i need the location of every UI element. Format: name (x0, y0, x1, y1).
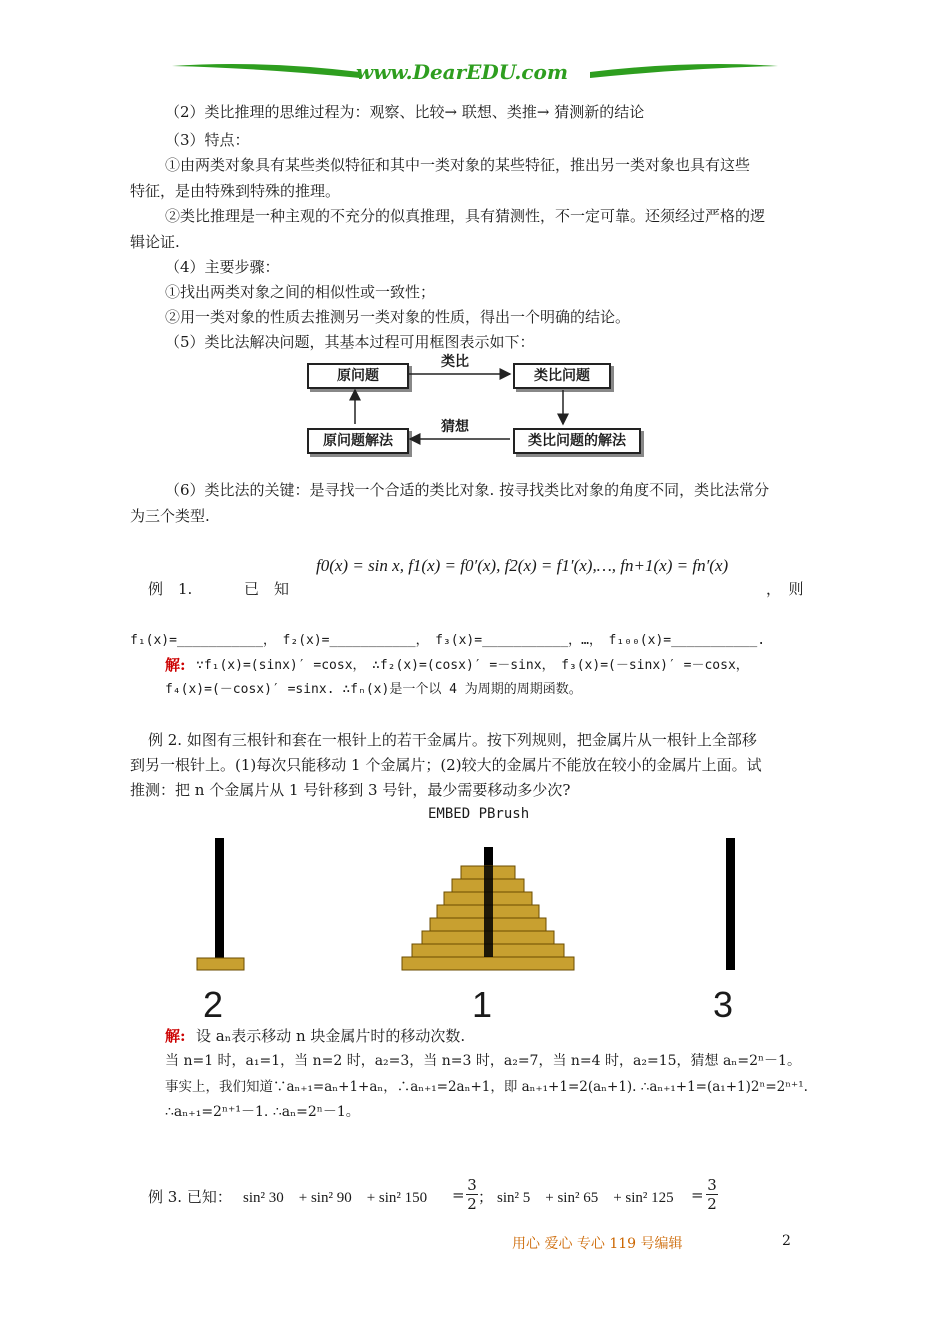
site-logo[interactable]: www.DearEDU.com (356, 60, 569, 84)
para-3-2b: 辑论证. (130, 233, 180, 251)
flowchart-arrows (300, 350, 650, 460)
para-3: （3）特点： (165, 131, 250, 149)
example2-line2: 到另一根针上。(1)每次只能移动 1 个金属片；(2)较大的金属片不能放在较小的金属片上面。试 (130, 756, 762, 774)
para-4-1: ①找出两类对象之间的相似性或一致性； (165, 283, 436, 301)
para-4-2: ②用一类对象的性质去推测另一类对象的性质，得出一个明确的结论。 (165, 308, 631, 326)
peg-label-2: 2 (203, 984, 224, 1025)
para-4: （4）主要步骤： (165, 258, 280, 276)
example1-label: 例 1. (148, 580, 193, 598)
example1-blanks: f₁(x)=___________， f₂(x)=___________， f₃(x)=___________，…， f₁₀₀(x)=___________. (130, 633, 766, 648)
hanoi-figure (190, 832, 750, 977)
para-6b: 为三个类型. (130, 507, 210, 525)
example2-solution-line3: 事实上，我们知道∵aₙ₊₁=aₙ+1+aₙ，∴aₙ₊₁=2aₙ+1，即 aₙ₊₁+1=2(aₙ+1). ∴aₙ₊₁+1=(a₁+1)2ⁿ=2ⁿ⁺¹. (165, 1079, 808, 1095)
fraction-2-denominator: 2 (707, 1195, 717, 1213)
peg-label-3: 3 (713, 984, 734, 1025)
example3-fraction-1 (466, 1176, 478, 1213)
peg-3 (726, 838, 735, 970)
fraction-2-numerator: 3 (707, 1176, 717, 1194)
label-analogy: 类比 (441, 354, 469, 370)
example1-solution-label: 解: (165, 656, 186, 674)
box-original-solution: 原问题解法 (307, 428, 409, 454)
peg-label-1: 1 (472, 984, 493, 1025)
para-3-1a: ①由两类对象具有某些类似特征和其中一类对象的某些特征，推出另一类对象也具有这些 (165, 156, 751, 174)
para-2: （2）类比推理的思维过程为：观察、比较→ 联想、类推→ 猜测新的结论 (165, 103, 645, 121)
para-3-1b: 特征，是由特殊到特殊的推理。 (130, 182, 341, 200)
example2-line3: 推测：把 n 个金属片从 1 号针移到 3 号针，最少需要移动多少次? (130, 781, 571, 799)
example1-solution-line1: ∵f₁(x)=(sinx)′ =cosx， ∴f₂(x)=(cosx)′ =－sinx， f₃(x)=(－sinx)′ =－cosx， (196, 658, 749, 673)
example2-solution-line4: ∴aₙ₊₁=2ⁿ⁺¹－1. ∴aₙ=2ⁿ－1。 (165, 1104, 360, 1120)
para-3-2a: ②类比推理是一种主观的不充分的似真推理，具有猜测性，不一定可靠。还须经过严格的逻 (165, 207, 766, 225)
fraction-1-denominator: 2 (467, 1195, 477, 1213)
equals-2: = (691, 1186, 704, 1204)
box-analog-problem: 类比问题 (513, 363, 611, 389)
page-number: 2 (782, 1233, 791, 1249)
label-conjecture: 猜想 (441, 419, 469, 435)
example2-solution-line2: 当 n=1 时，a₁=1，当 n=2 时，a₂=3，当 n=3 时，a₂=7，当 n=4 时，a₂=15，猜想 aₙ=2ⁿ－1。 (165, 1053, 801, 1069)
peg-2-base (197, 958, 244, 970)
example1-formula: f0(x) = sin x, f1(x) = f0′(x), f2(x) = f1′(x),…, fn+1(x) = fn′(x) (316, 556, 729, 575)
example3-expr2: sin² 5 + sin² 65 + sin² 125 (497, 1190, 674, 1206)
disk (402, 957, 574, 970)
footer-text: 用心 爱心 专心 119 号编辑 (512, 1236, 683, 1252)
example3-fraction-2 (706, 1176, 718, 1213)
example1-known: 已 知 (244, 580, 290, 598)
example2-solution-line1: 设 aₙ表示移动 n 块金属片时的移动次数. (196, 1027, 466, 1045)
example3-expr1: sin² 30 + sin² 90 + sin² 150 (243, 1190, 428, 1206)
example2-solution-label: 解: (165, 1027, 186, 1045)
fraction-1-numerator: 3 (467, 1176, 477, 1194)
para-5: （5）类比法解决问题，其基本过程可用框图表示如下： (165, 333, 535, 351)
peg-1-front (484, 866, 493, 957)
example1-then: ， 则 (766, 580, 804, 598)
equals-1: = (452, 1186, 465, 1204)
example2-line1: 例 2. 如图有三根针和套在一根针上的若干金属片。按下列规则，把金属片从一根针上全部移 (148, 731, 757, 749)
box-analog-solution: 类比问题的解法 (513, 428, 641, 454)
peg-2 (215, 838, 224, 960)
para-6a: （6）类比法的关键：是寻找一个合适的类比对象. 按寻找类比对象的角度不同，类比法常分 (165, 481, 770, 499)
example3-separator: ； (478, 1188, 494, 1206)
example3-label: 例 3. 已知： (148, 1188, 232, 1206)
embed-placeholder: EMBED PBrush (428, 806, 530, 822)
box-original-problem: 原问题 (307, 363, 409, 389)
example1-solution-line2: f₄(x)=(－cosx)′ =sinx. ∴fₙ(x)是一个以 4 为周期的周期函数。 (165, 682, 582, 697)
